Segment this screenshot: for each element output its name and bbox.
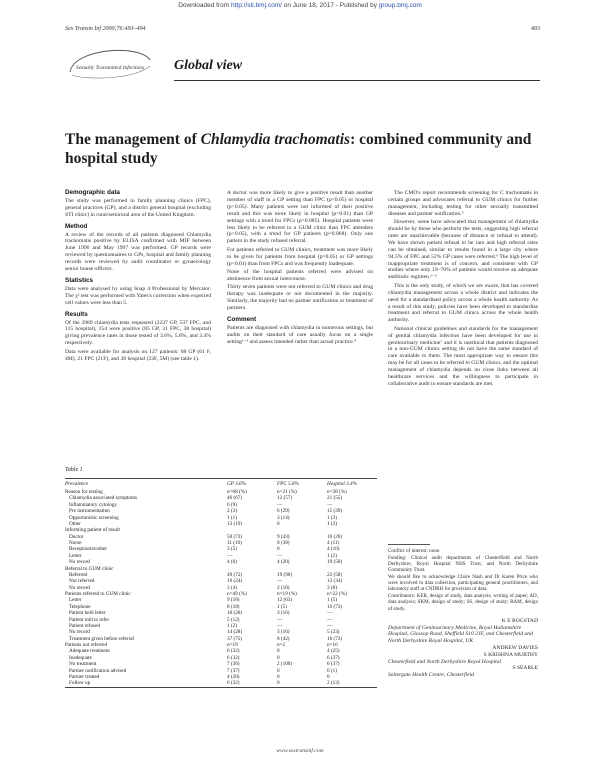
article-title — [65, 130, 545, 168]
back-matter-note: We should like to acknowledge Claire Nash and Dr Karen Price who were involved in data collection, participating general practitioners, and laboratory staff at CNDRH for provision of data. — [388, 573, 538, 593]
gp-value: 16 (24) — [227, 578, 243, 585]
gp-value: n=68 (%) — [227, 489, 247, 495]
gp-value: 6 (32) — [227, 680, 240, 687]
back-matter — [388, 544, 538, 679]
gp-value: 4 (6) — [227, 559, 237, 566]
column-3 — [388, 190, 538, 389]
hospital-value: 1 (3) — [327, 514, 337, 521]
title-part-1: The management of — [65, 131, 201, 148]
table-bottom-rule — [65, 687, 377, 688]
col2-heading: Comment — [227, 315, 257, 323]
fpc-value: 12 (57) — [277, 495, 293, 502]
col1-heading: Statistics — [65, 276, 93, 284]
hospital-value: 0 — [327, 673, 330, 680]
fpc-value: 0 — [277, 680, 280, 687]
fpc-value: 0 — [277, 520, 280, 527]
col3-paragraph: This is the only study, of which we are aware, that has covered chlamydia management across a whole district and indicates the need for a standardised policy across a whole health authority. As a result of this study, policies have been developed to standardise treatment and referral to GUM clinics across the whole health authority. — [388, 282, 538, 324]
back-matter-note: Contributors: KER, design of study, data analysis, writing of paper; AD, data analysis; SKM, design of study; SS, design of study; RAM, design of study. — [388, 592, 538, 612]
gp-value: 37 (75) — [227, 635, 243, 642]
fpc-value: — — [277, 622, 283, 629]
row-label: Receptionist/other — [69, 546, 108, 553]
header-prevalence: Prevalence — [65, 481, 89, 487]
journal-logo — [64, 42, 156, 82]
citation: Sex Transm Inf 2000;76:493–494 — [65, 26, 146, 32]
hospital-value: n=38 (%) — [327, 489, 347, 495]
hospital-value: 10 (26) — [327, 533, 343, 540]
journal-website: www.sextransinf.com — [276, 748, 324, 754]
fpc-value: — — [277, 616, 283, 623]
col1-paragraph: A review of the records of all patients diagnosed Chlamydia trachomatis positive by ELISA confirmed with MIF between June 1996 and May 1997 was performed. GP records were reviewed by questionnaires to GPs, hospital and family planning records were reviewed by audit coordinator or gynaecology senior house officers. — [65, 231, 211, 273]
hospital-value: 1 (2) — [327, 552, 337, 559]
hospital-value: — — [327, 610, 333, 617]
download-banner — [0, 0, 600, 12]
row-label: Chlamydia associated symptoms — [69, 495, 138, 502]
hospital-value: 15 (39) — [327, 508, 343, 515]
row-label: Telephone — [69, 603, 91, 610]
col2-paragraph: None of the hospital patients referred were advised on abstinence from sexual intercourse. — [227, 268, 373, 282]
fpc-value: 6 (29) — [277, 508, 290, 515]
row-label: Doctor — [69, 533, 84, 540]
affiliation-davies-murthy: Chesterfield and North Derbyshire Royal Hospital — [388, 658, 502, 665]
fpc-value: 4 (20) — [277, 559, 290, 566]
row-label: Partner notification advised — [69, 667, 127, 674]
hospital-value: 22 (58) — [327, 571, 343, 578]
row-label: Nurse — [69, 540, 82, 546]
col2-paragraph: Patients are diagnosed with chlamydia in numerous settings, but audits on their standard of care usually focus on a single setting¹⁻³ and assess intended rather than actual practice.⁴ — [227, 324, 373, 345]
row-label: Inadequate — [69, 654, 92, 661]
fpc-value: 1 (5) — [277, 603, 287, 610]
gp-value: 5 (12) — [227, 616, 240, 623]
fpc-value: 2 (10) — [277, 584, 290, 591]
row-label: Reason for testing — [65, 489, 103, 495]
row-label: Adequate treatment — [69, 648, 110, 655]
affiliation-searle: Saltergate Health Centre, Chesterfield — [388, 672, 474, 679]
hospital-value: 1 (3) — [327, 520, 337, 527]
gp-value: n=49 (%) — [227, 591, 247, 597]
hospital-value: — — [327, 616, 333, 623]
banner-publisher-link[interactable]: group.bmj.com — [378, 2, 422, 9]
gp-value: 6 (9) — [227, 501, 237, 508]
gp-value: 49 (72) — [227, 571, 243, 578]
hospital-value: 4 (10) — [327, 546, 340, 553]
fpc-value: n=19 (%) — [277, 591, 297, 597]
row-label: Inflammatory cytology — [69, 501, 117, 508]
column-2 — [227, 190, 373, 347]
row-label: No treatment — [69, 661, 97, 668]
hospital-value: 6 (1) — [327, 667, 337, 674]
gp-value: n=19 — [227, 642, 238, 648]
fpc-value: 12 (63) — [277, 597, 293, 604]
col1-paragraph: Of the 3989 chlamydia tests requested (2237 GP, 537 FPC, and 115 hospital), 154 were positive (85 GP, 31 FPC, 38 hospital) giving prevalence rates in those tested of 3.6%, 5.8%, and 3.4% respectively. — [65, 319, 211, 347]
hospital-value: 1 (5) — [327, 597, 337, 604]
col1-heading: Method — [65, 222, 88, 230]
banner-prefix: Downloaded from — [178, 2, 231, 9]
hospital-value: 6 (37) — [327, 661, 340, 668]
hospital-value: 21 (55) — [327, 495, 343, 502]
col1-paragraph: The study was performed in family planning clinics (FPC), general practices (GP), and a district general hospital (excluding STI clinic) in rural/semirural area of the United Kingdom. — [65, 197, 211, 218]
header-gp: GP 3.6% — [227, 481, 246, 487]
fpc-value: 3 (16) — [277, 610, 290, 617]
col1-paragraph: Data were analysed by using Snap 4 Professional by Mercator. The χ² test was performed with Yates's correction when expected cell values were less than 5. — [65, 285, 211, 306]
gp-value: 6 (32) — [227, 654, 240, 661]
fpc-value: — — [277, 501, 283, 508]
hospital-value: — — [327, 501, 333, 508]
row-label: Patient told to refer — [69, 616, 110, 623]
hospital-value: 16 (73) — [327, 635, 343, 642]
gp-value: — — [227, 552, 233, 559]
fpc-value: n=2 — [277, 642, 286, 648]
row-label: Other — [69, 520, 81, 527]
hospital-value: n=16 — [327, 642, 338, 648]
row-label: Pre instrumentation — [69, 508, 110, 515]
gp-value: 10 (20) — [227, 610, 243, 617]
hospital-value: 19 (50) — [327, 559, 343, 566]
running-head — [65, 26, 540, 32]
author-rogstad: K E ROGSTAD — [501, 617, 538, 624]
author-murthy: S KRISHNA MURTHY — [483, 651, 538, 658]
fpc-value: 8 (38) — [277, 540, 290, 546]
gp-value: 7 (36) — [227, 661, 240, 668]
back-matter-rule — [388, 544, 430, 545]
author-signatures — [388, 618, 538, 679]
column-1 — [65, 190, 211, 364]
col1-heading: Demographic data — [65, 189, 120, 196]
gp-value: 7 (37) — [227, 667, 240, 674]
col3-paragraph: However, some have advocated that management of chlamydia should be by those who perform the tests, suggesting high referral rates are unachievable (because of distance or refusal to attend). We have shown patient refusal to be rare and high referral rates can be obtained, similar to results found in a large city where 94.5% of FPC and 52% GP cases were referred.⁶ The high level of inappropriate treatment is of concern, and consistent with GP studies where only 19–70% of patients would receive an adequate antibiotic regimen.¹⁻³ — [388, 219, 538, 281]
table-header-row — [65, 479, 377, 489]
row-label: Letter — [69, 597, 82, 604]
hospital-value: 3 (8) — [327, 584, 337, 591]
fpc-value: 8 (42) — [277, 635, 290, 642]
col2-paragraph: For patients referred to GUM clinics, treatment was more likely to be given for patients from hospital (p=0.05) or GP settings (p<0.01) than from FPCs and was frequently inadequate. — [227, 246, 373, 267]
gp-value: 50 (73) — [227, 533, 243, 540]
row-label: Referred — [69, 571, 88, 578]
header-fpc: FPC 5.8% — [277, 481, 299, 487]
fpc-value: 0 — [277, 673, 280, 680]
page-number: 493 — [531, 26, 540, 32]
fpc-value: 9 (43) — [277, 533, 290, 540]
row-label: No record — [69, 629, 90, 636]
hospital-value: — — [327, 622, 333, 629]
col1-heading: Results — [65, 310, 88, 318]
banner-middle: on June 18, 2017 - Published by — [281, 2, 379, 9]
row-label: Not referred — [69, 578, 95, 585]
row-label: Patients referred to GUM clinic — [65, 591, 131, 597]
row-label: No record — [69, 559, 90, 566]
author-searle: S SEARLE — [512, 665, 538, 672]
results-table — [65, 479, 377, 687]
title-part-2: : combined community and hospital study — [65, 131, 532, 167]
fpc-value: 0 — [277, 648, 280, 655]
row-label: Patient held letter — [69, 610, 106, 617]
gp-value: 6 (32) — [227, 648, 240, 655]
banner-url-link[interactable]: http://sti.bmj.com/ — [230, 2, 282, 9]
col1-paragraph: Data were available for analysis on 127 patients: 68 GP (61 F, 4M), 21 FPC (21F), and 38 hospital (33F, 5M) (see table 1). — [65, 348, 211, 362]
row-label: Referral to GUM clinic — [65, 565, 114, 572]
section-title: Global view — [174, 58, 243, 73]
row-label: Opportunistic screening — [69, 514, 119, 521]
back-matter-note: Funding: Clinical audit departments of Chesterfield and North Derbyshire, Royal Hospital NHS Trust, and North Derbyshire Community Trust. — [388, 554, 538, 574]
hospital-value: n=22 (%) — [327, 591, 347, 597]
row-label: Patients not referred — [65, 642, 108, 648]
back-matter-note: Conflict of interest: none. — [388, 548, 441, 554]
fpc-value: 0 — [277, 546, 280, 553]
col3-paragraph: The CMO's report recommends screening for C trachomatis in certain groups and advocates referral to GUM clinics for further management, including testing for other sexually transmitted diseases and partner notification.⁵ — [388, 190, 538, 217]
section-divider — [174, 80, 540, 81]
col2-paragraph: A doctor was more likely to give a positive result than another member of staff in a GP setting than FPC (p<0.05) or hospital (p<0.05). Many patients were not informed of their positive result and this was more likely in hospital (p<0.01) than GP settings with a trend for FPCs (p=0.085). Hospital patients were less likely to be referred to a GUM clinic than FPC attenders (p<0.05), with a trend for GP patients (p=0.068). Only one patient in the study refused referral. — [227, 190, 373, 245]
fpc-value: 19 (90) — [277, 571, 293, 578]
gp-value: 9 (18) — [227, 597, 240, 604]
hospital-value: 2 (12) — [327, 680, 340, 687]
header-hospital: Hospital 3.4% — [327, 481, 357, 487]
title-organism: Chlamydia trachomatis — [200, 131, 351, 148]
gp-value: 8 (18) — [227, 603, 240, 610]
fpc-value: 0 — [277, 667, 280, 674]
gp-value: 14 (28) — [227, 629, 243, 636]
row-label: Treatment given before referral — [69, 635, 135, 642]
row-label: Informing patient of result — [65, 527, 120, 534]
hospital-value: 5 (23) — [327, 629, 340, 636]
gp-value: 3 (5) — [227, 546, 237, 553]
hospital-value: 16 (73) — [327, 603, 343, 610]
fpc-value: 3 (16) — [277, 629, 290, 636]
fpc-value: 2 (100) — [277, 661, 293, 668]
row-label: Follow up — [69, 680, 91, 687]
hospital-value: 4 (11) — [327, 540, 340, 546]
col2-paragraph: Thirty seven patients were not referred to GUM clinics and drug therapy was inadequate or not documented in the majority. Similarly, the majority had no partner notification or treatment of partners. — [227, 284, 373, 311]
fpc-value: 0 — [277, 654, 280, 661]
gp-value: 13 (19) — [227, 520, 243, 527]
table-1 — [65, 467, 377, 688]
hospital-value: 13 (34) — [327, 578, 343, 585]
fpc-value: n=21 (%) — [277, 489, 297, 495]
logo-text: Sexually Transmitted Infections — [76, 65, 144, 71]
gp-value: 1 (1) — [227, 514, 237, 521]
gp-value: 46 (67) — [227, 495, 243, 502]
gp-value: 2 (3) — [227, 508, 237, 515]
hospital-value: 4 (25) — [327, 648, 340, 655]
gp-value: 3 (4) — [227, 584, 237, 591]
fpc-value: 3 (14) — [277, 514, 290, 521]
fpc-value: — — [277, 552, 283, 559]
gp-value: 1 (2) — [227, 622, 237, 629]
affiliation-rogstad: Department of Genitourinary Medicine, Royal Hallamshire Hospital, Glossop Road, Sheffield S10 2JF, and Chesterfield and North Derbyshire Royal Hospital, UK — [388, 624, 533, 645]
gp-value: 4 (20) — [227, 673, 240, 680]
row-label: Partner treated — [69, 673, 100, 680]
hospital-value: 6 (37) — [327, 654, 340, 661]
table-title: Table 1 — [65, 467, 83, 473]
row-label: Patient refused — [69, 622, 100, 629]
col3-paragraph: National clinical guidelines and standards for the management of genital chlamydia infection have been developed for use in genitourinary medicine⁷ and it is unethical that patients diagnosed in a non-GUM clinics setting do not have the same standard of care available to them. The most appropriate way to ensure this may be for all cases to be referred to GUM clinics, and the optimal management of chlamydia depends on close links between all healthcare services and the willingness to participate in collaborative audit to ensure standards are met. — [388, 325, 538, 387]
gp-value: 11 (16) — [227, 540, 242, 546]
row-label: No record — [69, 584, 90, 591]
row-label: Letter — [69, 552, 82, 559]
fpc-value: — — [277, 578, 283, 585]
author-davies: ANDREW DAVIES — [492, 645, 538, 652]
